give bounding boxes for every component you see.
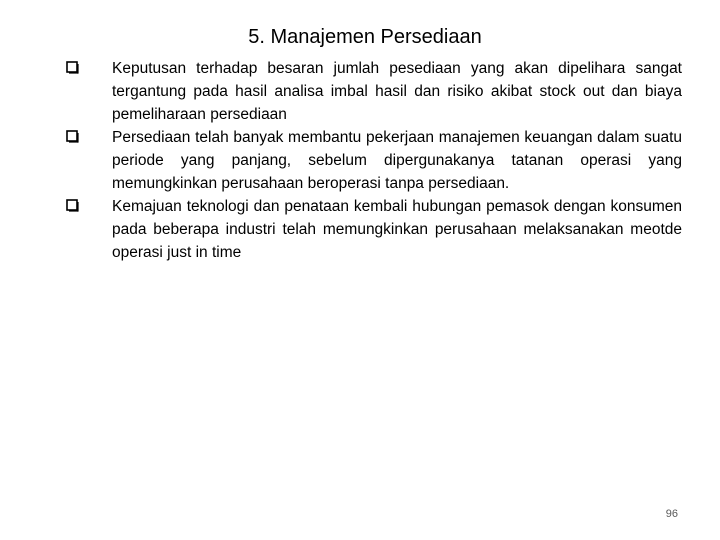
bullet-list	[66, 57, 682, 264]
hollow-square-bullet-icon	[66, 61, 79, 74]
bullet-text: Kemajuan teknologi dan penataan kembali hubungan pemasok dengan konsumen pada beberapa industri telah memungkinkan perusahaan melaksanakan meotde operasi just in time	[112, 198, 682, 261]
bullet-text: Persediaan telah banyak membantu pekerjaan manajemen keuangan dalam suatu periode yang panjang, sebelum dipergunakanya tatanan operasi yang memungkinkan perusahaan beroperasi tanpa persediaan.	[112, 129, 682, 192]
bullet-item	[66, 195, 682, 264]
bullet-item	[66, 57, 682, 126]
hollow-square-bullet-icon	[66, 130, 79, 143]
slide-title: 5. Manajemen Persediaan	[248, 26, 482, 48]
hollow-square-bullet-icon	[66, 199, 79, 212]
page-number: 96	[665, 508, 678, 520]
bullet-text: Keputusan terhadap besaran jumlah pesediaan yang akan dipelihara sangat tergantung pada hasil analisa imbal hasil dan risiko akibat stock out dan biaya pemeliharaan persediaan	[112, 60, 682, 123]
bullet-item	[66, 126, 682, 195]
